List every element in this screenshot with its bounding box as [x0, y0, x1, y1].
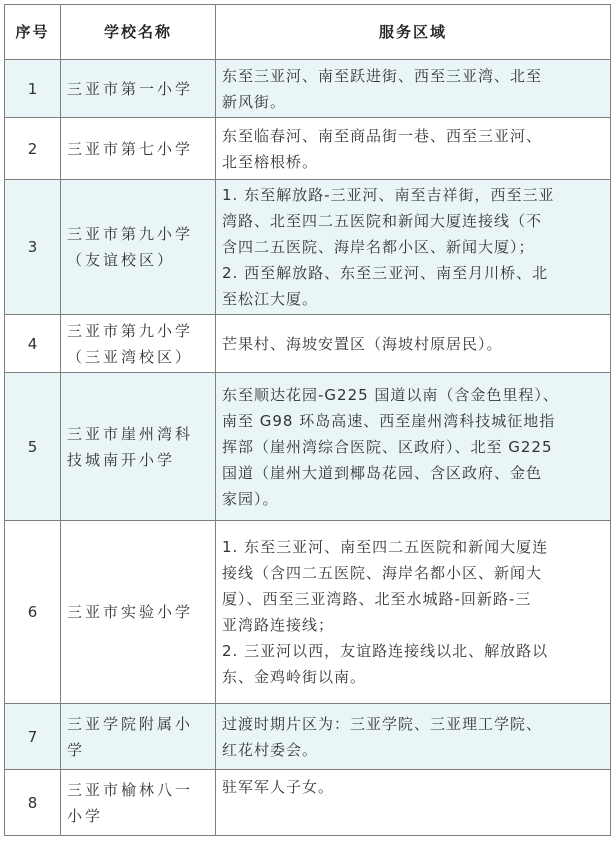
header-area: 服务区域 [216, 5, 611, 60]
header-num: 序号 [5, 5, 61, 60]
service-area: 驻军军人子女。 [216, 770, 611, 836]
table-row [5, 315, 611, 373]
row-num: 4 [5, 315, 61, 373]
header-row [5, 5, 611, 60]
table-row [5, 373, 611, 521]
service-area: 过渡时期片区为：三亚学院、三亚理工学院、 红花村委会。 [216, 704, 611, 770]
row-num: 2 [5, 118, 61, 180]
table-row [5, 118, 611, 180]
header-school: 学校名称 [61, 5, 216, 60]
service-area: 1. 东至三亚河、南至四二五医院和新闻大厦连 接线（含四二五医院、海岸名都小区、新闻大 厦）、西至三亚湾路、北至水城路-回新路-三 亚湾路连接线； 2. 三亚河以西，友谊路连接线以北、解放路以 东、金鸡岭街以南。 [216, 521, 611, 704]
service-area: 芒果村、海坡安置区（海坡村原居民）。 [216, 315, 611, 373]
school-name: 三亚市第一小学 [61, 60, 216, 118]
school-name: 三亚市崖州湾科 技城南开小学 [61, 373, 216, 521]
service-area: 东至临春河、南至商品街一巷、西至三亚河、 北至榕根桥。 [216, 118, 611, 180]
school-name: 三亚市榆林八一 小学 [61, 770, 216, 836]
school-name: 三亚学院附属小 学 [61, 704, 216, 770]
row-num: 5 [5, 373, 61, 521]
row-num: 8 [5, 770, 61, 836]
school-name: 三亚市第九小学 （友谊校区） [61, 180, 216, 315]
row-num: 1 [5, 60, 61, 118]
school-name: 三亚市第七小学 [61, 118, 216, 180]
service-area: 1. 东至解放路-三亚河、南至吉祥街，西至三亚 湾路、北至四二五医院和新闻大厦连接线（不 含四二五医院、海岸名都小区、新闻大厦）； 2. 西至解放路、东至三亚河、南至月川桥、北 至松江大厦。 [216, 180, 611, 315]
table-row [5, 704, 611, 770]
school-name: 三亚市实验小学 [61, 521, 216, 704]
row-num: 7 [5, 704, 61, 770]
row-num: 3 [5, 180, 61, 315]
table-row [5, 521, 611, 704]
table-row [5, 770, 611, 836]
school-district-table [4, 4, 611, 836]
service-area: 东至三亚河、南至跃进街、西至三亚湾、北至 新风街。 [216, 60, 611, 118]
service-area: 东至顺达花园-G225 国道以南（含金色里程）、 南至 G98 环岛高速、西至崖州湾科技城征地指 挥部（崖州湾综合医院、区政府）、北至 G225 国道（崖州大道到椰岛花园、含区政府、金色 家园）。 [216, 373, 611, 521]
table-row [5, 60, 611, 118]
school-name: 三亚市第九小学 （三亚湾校区） [61, 315, 216, 373]
row-num: 6 [5, 521, 61, 704]
table-row [5, 180, 611, 315]
